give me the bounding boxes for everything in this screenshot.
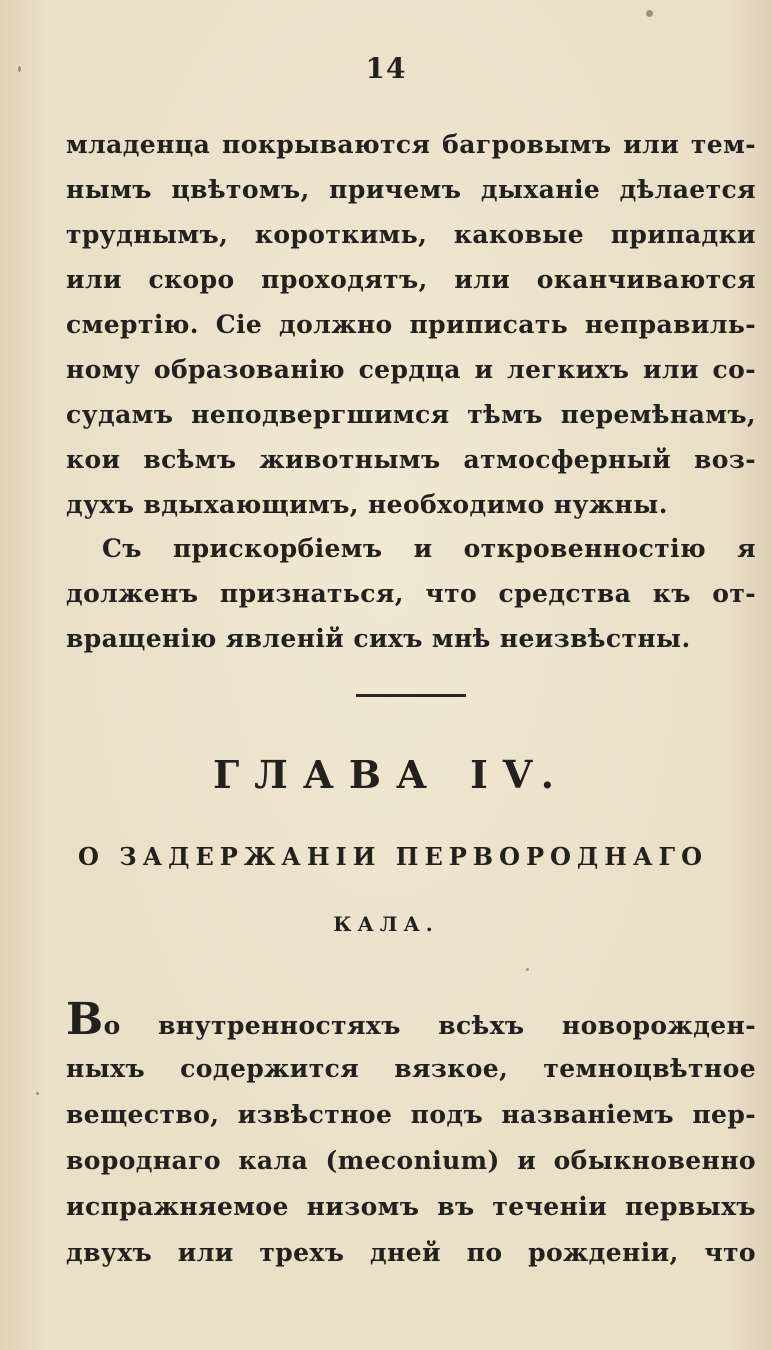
paper-speck bbox=[702, 466, 705, 469]
paper-speck bbox=[18, 66, 21, 72]
text-line: смертію. Сіе должно приписать неправиль- bbox=[66, 310, 756, 339]
chapter-subtitle: О ЗАДЕРЖАНІИ ПЕРВОРОДНАГО bbox=[78, 842, 708, 871]
text-line: Съ прискорбіемъ и откровенностію я bbox=[102, 534, 756, 563]
text-line: судамъ неподвергшимся тѣмъ перемѣнамъ, bbox=[66, 400, 756, 429]
chapter-title: ГЛАВА IV. bbox=[213, 752, 569, 797]
paper-speck bbox=[646, 10, 653, 17]
text-line: вращенію явленій сихъ мнѣ неизвѣстны. bbox=[66, 624, 691, 653]
paragraph-1 bbox=[66, 122, 756, 527]
chapter-subtitle-continued: КАЛА. bbox=[333, 912, 439, 936]
text-line-first bbox=[66, 994, 756, 1046]
section-divider bbox=[356, 694, 466, 697]
text-line: долженъ признаться, что средства къ от- bbox=[66, 579, 756, 608]
text-line: вещество, извѣстное подъ названіемъ пер- bbox=[66, 1100, 756, 1129]
text-line: кои всѣмъ животнымъ атмосферный воз- bbox=[66, 445, 756, 474]
text-line: вороднаго кала (meconium) и обыкновенно bbox=[66, 1146, 756, 1175]
text-line: ному образованію сердца и легкихъ или со- bbox=[66, 355, 756, 384]
text-line: испражняемое низомъ въ теченіи первыхъ bbox=[66, 1192, 756, 1221]
paper-speck bbox=[526, 968, 529, 971]
paragraph-2 bbox=[66, 526, 756, 661]
text-line: или скоро проходятъ, или оканчиваются bbox=[66, 265, 756, 294]
text-line: нымъ цвѣтомъ, причемъ дыханіе дѣлается bbox=[66, 175, 756, 204]
page-number: 14 bbox=[365, 52, 407, 85]
text-line: младенца покрываются багровымъ или тем- bbox=[66, 130, 756, 159]
text-line-rest: о внутренностяхъ всѣхъ новорожден- bbox=[103, 1011, 756, 1040]
drop-cap: В bbox=[66, 994, 104, 1045]
text-line: ныхъ содержится вязкое, темноцвѣтное bbox=[66, 1054, 756, 1083]
text-line: двухъ или трехъ дней по рожденіи, что bbox=[66, 1238, 756, 1267]
paper-speck bbox=[36, 1092, 39, 1095]
paragraph-3 bbox=[66, 994, 756, 1276]
text-line: духъ вдыхающимъ, необходимо нужны. bbox=[66, 490, 668, 519]
text-line: труднымъ, короткимь, каковые припадки bbox=[66, 220, 756, 249]
